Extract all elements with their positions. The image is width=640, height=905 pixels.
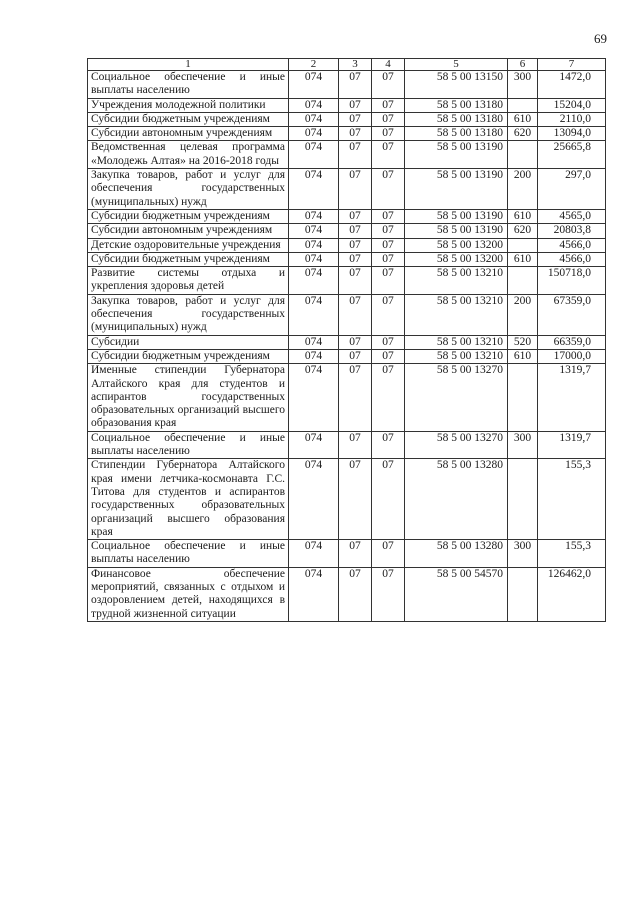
admin-code-cell: 074	[289, 267, 339, 295]
subsection-code-cell: 07	[372, 224, 405, 238]
expense-type-cell: 300	[508, 431, 538, 459]
admin-code-cell: 074	[289, 141, 339, 169]
page-number: 69	[594, 31, 607, 46]
target-article-cell: 58 5 00 13210	[405, 267, 508, 295]
row-name-cell: Именные стипендии Губернатора Алтайского края для студентов и аспирантов государственных образовательных организаций высшего образования края	[88, 364, 289, 431]
table-row	[88, 540, 606, 568]
expense-type-cell: 610	[508, 252, 538, 266]
target-article-cell: 58 5 00 13200	[405, 252, 508, 266]
expense-type-cell: 610	[508, 209, 538, 223]
table-row	[88, 294, 606, 335]
table-row	[88, 267, 606, 295]
subsection-code-cell: 07	[372, 127, 405, 141]
subsection-code-cell: 07	[372, 459, 405, 540]
expense-type-cell	[508, 267, 538, 295]
target-article-cell: 58 5 00 13150	[405, 71, 508, 99]
subsection-code-cell: 07	[372, 349, 405, 363]
section-code-cell: 07	[339, 238, 372, 252]
section-code-cell: 07	[339, 459, 372, 540]
row-name-cell: Развитие системы отдыха и укрепления здоровья детей	[88, 267, 289, 295]
row-name-cell: Финансовое обеспечение мероприятий, связанных с отдыхом и оздоровлением детей, находящихся в трудной жизненной ситуации	[88, 567, 289, 621]
row-name-cell: Закупка товаров, работ и услуг для обеспечения государственных (муниципальных) нужд	[88, 169, 289, 210]
expense-type-cell	[508, 459, 538, 540]
subsection-code-cell: 07	[372, 141, 405, 169]
table-row	[88, 349, 606, 363]
subsection-code-cell: 07	[372, 335, 405, 349]
row-name-cell: Ведомственная целевая программа «Молодежь Алтая» на 2016-2018 годы	[88, 141, 289, 169]
section-code-cell: 07	[339, 294, 372, 335]
column-header-7: 7	[538, 59, 606, 71]
target-article-cell: 58 5 00 13180	[405, 98, 508, 112]
table-header-row	[88, 59, 606, 71]
target-article-cell: 58 5 00 13180	[405, 112, 508, 126]
admin-code-cell: 074	[289, 567, 339, 621]
subsection-code-cell: 07	[372, 238, 405, 252]
expense-type-cell: 620	[508, 224, 538, 238]
expense-type-cell: 200	[508, 169, 538, 210]
amount-cell: 25665,8	[538, 141, 606, 169]
section-code-cell: 07	[339, 267, 372, 295]
section-code-cell: 07	[339, 141, 372, 169]
admin-code-cell: 074	[289, 238, 339, 252]
amount-cell: 20803,8	[538, 224, 606, 238]
expense-type-cell: 300	[508, 540, 538, 568]
row-name-cell: Субсидии бюджетным учреждениям	[88, 112, 289, 126]
row-name-cell: Субсидии	[88, 335, 289, 349]
expense-type-cell	[508, 567, 538, 621]
section-code-cell: 07	[339, 71, 372, 99]
subsection-code-cell: 07	[372, 431, 405, 459]
admin-code-cell: 074	[289, 224, 339, 238]
expense-type-cell	[508, 141, 538, 169]
budget-table	[87, 58, 606, 622]
section-code-cell: 07	[339, 364, 372, 431]
section-code-cell: 07	[339, 540, 372, 568]
subsection-code-cell: 07	[372, 567, 405, 621]
row-name-cell: Социальное обеспечение и иные выплаты населению	[88, 71, 289, 99]
target-article-cell: 58 5 00 13210	[405, 349, 508, 363]
column-header-5: 5	[405, 59, 508, 71]
expense-type-cell	[508, 364, 538, 431]
target-article-cell: 58 5 00 13180	[405, 127, 508, 141]
amount-cell: 155,3	[538, 459, 606, 540]
subsection-code-cell: 07	[372, 98, 405, 112]
expense-type-cell: 620	[508, 127, 538, 141]
table-row	[88, 335, 606, 349]
section-code-cell: 07	[339, 224, 372, 238]
amount-cell: 297,0	[538, 169, 606, 210]
subsection-code-cell: 07	[372, 252, 405, 266]
column-header-6: 6	[508, 59, 538, 71]
row-name-cell: Субсидии бюджетным учреждениям	[88, 349, 289, 363]
section-code-cell: 07	[339, 127, 372, 141]
table-row	[88, 567, 606, 621]
subsection-code-cell: 07	[372, 169, 405, 210]
amount-cell: 1319,7	[538, 431, 606, 459]
table-row	[88, 98, 606, 112]
amount-cell: 67359,0	[538, 294, 606, 335]
table-row	[88, 224, 606, 238]
column-header-1: 1	[88, 59, 289, 71]
target-article-cell: 58 5 00 13210	[405, 335, 508, 349]
amount-cell: 4565,0	[538, 209, 606, 223]
table-row	[88, 71, 606, 99]
column-header-3: 3	[339, 59, 372, 71]
subsection-code-cell: 07	[372, 540, 405, 568]
amount-cell: 13094,0	[538, 127, 606, 141]
expense-type-cell	[508, 238, 538, 252]
table-row	[88, 141, 606, 169]
section-code-cell: 07	[339, 98, 372, 112]
subsection-code-cell: 07	[372, 71, 405, 99]
row-name-cell: Социальное обеспечение и иные выплаты населению	[88, 540, 289, 568]
target-article-cell: 58 5 00 13190	[405, 141, 508, 169]
admin-code-cell: 074	[289, 252, 339, 266]
row-name-cell: Стипендии Губернатора Алтайского края имени летчика-космонавта Г.С. Титова для студентов и аспирантов государственных образовательных организаций высшего образования края	[88, 459, 289, 540]
section-code-cell: 07	[339, 349, 372, 363]
row-name-cell: Субсидии автономным учреждениям	[88, 127, 289, 141]
amount-cell: 1319,7	[538, 364, 606, 431]
section-code-cell: 07	[339, 252, 372, 266]
amount-cell: 2110,0	[538, 112, 606, 126]
admin-code-cell: 074	[289, 169, 339, 210]
admin-code-cell: 074	[289, 71, 339, 99]
target-article-cell: 58 5 00 13200	[405, 238, 508, 252]
section-code-cell: 07	[339, 431, 372, 459]
target-article-cell: 58 5 00 13280	[405, 459, 508, 540]
subsection-code-cell: 07	[372, 294, 405, 335]
admin-code-cell: 074	[289, 335, 339, 349]
amount-cell: 17000,0	[538, 349, 606, 363]
target-article-cell: 58 5 00 54570	[405, 567, 508, 621]
amount-cell: 126462,0	[538, 567, 606, 621]
amount-cell: 4566,0	[538, 252, 606, 266]
admin-code-cell: 074	[289, 112, 339, 126]
table-row	[88, 127, 606, 141]
expense-type-cell: 610	[508, 349, 538, 363]
admin-code-cell: 074	[289, 459, 339, 540]
section-code-cell: 07	[339, 112, 372, 126]
subsection-code-cell: 07	[372, 209, 405, 223]
row-name-cell: Учреждения молодежной политики	[88, 98, 289, 112]
row-name-cell: Субсидии автономным учреждениям	[88, 224, 289, 238]
amount-cell: 15204,0	[538, 98, 606, 112]
table-body	[88, 59, 606, 622]
target-article-cell: 58 5 00 13210	[405, 294, 508, 335]
row-name-cell: Субсидии бюджетным учреждениям	[88, 209, 289, 223]
admin-code-cell: 074	[289, 294, 339, 335]
row-name-cell: Субсидии бюджетным учреждениям	[88, 252, 289, 266]
table-row	[88, 238, 606, 252]
expense-type-cell: 520	[508, 335, 538, 349]
table-row	[88, 169, 606, 210]
admin-code-cell: 074	[289, 431, 339, 459]
column-header-2: 2	[289, 59, 339, 71]
admin-code-cell: 074	[289, 540, 339, 568]
row-name-cell: Социальное обеспечение и иные выплаты населению	[88, 431, 289, 459]
amount-cell: 66359,0	[538, 335, 606, 349]
section-code-cell: 07	[339, 169, 372, 210]
table-row	[88, 112, 606, 126]
table-row	[88, 364, 606, 431]
subsection-code-cell: 07	[372, 267, 405, 295]
amount-cell: 155,3	[538, 540, 606, 568]
section-code-cell: 07	[339, 335, 372, 349]
admin-code-cell: 074	[289, 364, 339, 431]
amount-cell: 4566,0	[538, 238, 606, 252]
table-row	[88, 209, 606, 223]
table-row	[88, 431, 606, 459]
admin-code-cell: 074	[289, 127, 339, 141]
amount-cell: 1472,0	[538, 71, 606, 99]
target-article-cell: 58 5 00 13190	[405, 224, 508, 238]
section-code-cell: 07	[339, 567, 372, 621]
subsection-code-cell: 07	[372, 364, 405, 431]
amount-cell: 150718,0	[538, 267, 606, 295]
target-article-cell: 58 5 00 13280	[405, 540, 508, 568]
target-article-cell: 58 5 00 13190	[405, 209, 508, 223]
column-header-4: 4	[372, 59, 405, 71]
section-code-cell: 07	[339, 209, 372, 223]
admin-code-cell: 074	[289, 209, 339, 223]
subsection-code-cell: 07	[372, 112, 405, 126]
expense-type-cell: 300	[508, 71, 538, 99]
admin-code-cell: 074	[289, 98, 339, 112]
row-name-cell: Детские оздоровительные учреждения	[88, 238, 289, 252]
target-article-cell: 58 5 00 13270	[405, 364, 508, 431]
row-name-cell: Закупка товаров, работ и услуг для обеспечения государственных (муниципальных) нужд	[88, 294, 289, 335]
table-row	[88, 459, 606, 540]
admin-code-cell: 074	[289, 349, 339, 363]
expense-type-cell: 200	[508, 294, 538, 335]
table-row	[88, 252, 606, 266]
target-article-cell: 58 5 00 13190	[405, 169, 508, 210]
expense-type-cell	[508, 98, 538, 112]
target-article-cell: 58 5 00 13270	[405, 431, 508, 459]
expense-type-cell: 610	[508, 112, 538, 126]
